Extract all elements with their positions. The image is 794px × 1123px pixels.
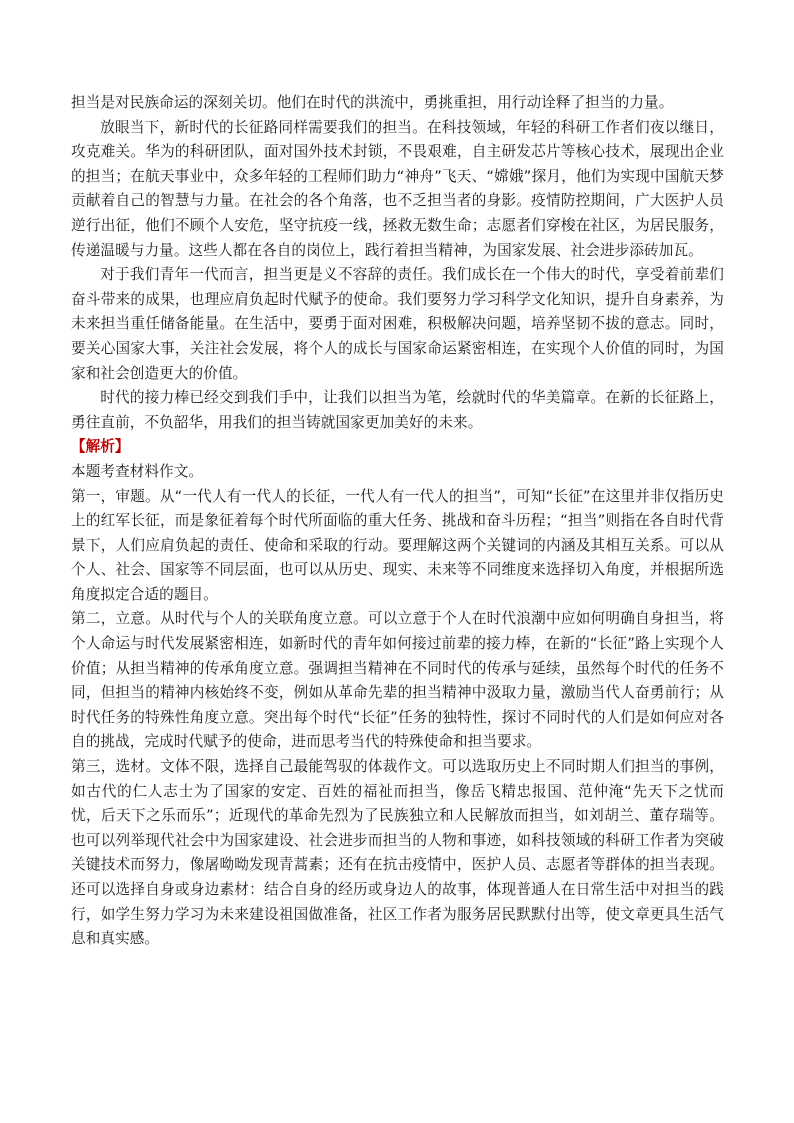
analysis-intro: 本题考查材料作文。 <box>71 462 204 480</box>
analysis-paragraph-2: 第二，立意。从时代与个人的关联角度立意。可以立意于个人在时代浪潮中应如何明确自身担当，将个人命运与时代发展紧密相连，如新时代的青年如何接过前辈的接力棒，在新的“长征”路上实现个人价值；从担当精神的传承角度立意。强调担当精神在不同时代的传承与延续，虽然每个时代的任务不同，但担当的精神内核始终不变，例如从革命先辈的担当精神中汲取力量，激励当代人奋勇前行；从时代任务的特殊性角度立意。突出每个时代“长征”任务的独特性，探讨不同时代的人们是如何应对各自的挑战，完成时代赋予的使命，进而思考当代的特殊使命和担当要求。 <box>71 610 724 751</box>
analysis-heading: 【解析】 <box>71 438 130 456</box>
essay-paragraph-3: 对于我们青年一代而言，担当更是义不容辞的责任。我们成长在一个伟大的时代，享受着前辈们奋斗带来的成果，也理应肩负起时代赋予的使命。我们要努力学习科学文化知识，提升自身素养，为未来担当重任储备能量。在生活中，要勇于面对困难，积极解决问题，培养坚韧不拔的意志。同时，要关心国家大事，关注社会发展，将个人的成长与国家命运紧密相连，在实现个人价值的同时，为国家和社会创造更大的价值。 <box>71 266 724 382</box>
analysis-paragraph-1: 第一，审题。从“一代人有一代人的长征，一代人有一代人的担当”，可知“长征”在这里并非仅指历史上的红军长征，而是象征着每个时代所面临的重大任务、挑战和奋斗历程；“担当”则指在各自时代背景下，人们应肩负起的责任、使命和采取的行动。要理解这两个关键词的内涵及其相互关系。可以从个人、社会、国家等不同层面，也可以从历史、现实、未来等不同维度来选择切入角度，并根据所选角度拟定合适的题目。 <box>71 487 724 603</box>
essay-paragraph-2: 放眼当下，新时代的长征路同样需要我们的担当。在科技领域，年轻的科研工作者们夜以继日，攻克难关。华为的科研团队，面对国外技术封锁，不畏艰难，自主研发芯片等核心技术，展现出企业的担当；在航天事业中，众多年轻的工程师们助力“神舟”飞天、“嫦娥”探月，他们为实现中国航天梦贡献着自己的智慧与力量。在社会的各个角落，也不乏担当者的身影。疫情防控期间，广大医护人员逆行出征，他们不顾个人安危，坚守抗疫一线，拯救无数生命；志愿者们穿梭在社区，为居民服务，传递温暖与力量。这些人都在各自的岗位上，践行着担当精神，为国家发展、社会进步添砖加瓦。 <box>71 118 724 259</box>
essay-paragraph-4: 时代的接力棒已经交到我们手中，让我们以担当为笔，绘就时代的华美篇章。在新的长征路上，勇往直前，不负韶华，用我们的担当铸就国家更加美好的未来。 <box>71 389 724 431</box>
analysis-paragraph-3: 第三，选材。文体不限，选择自己最能驾驭的体裁作文。可以选取历史上不同时期人们担当的事例，如古代的仁人志士为了国家的安定、百姓的福祉而担当，像岳飞精忠报国、范仲淹“先天下之忧而忧，后天下之乐而乐”；近现代的革命先烈为了民族独立和人民解放而担当，如刘胡兰、董存瑞等。也可以列举现代社会中为国家建设、社会进步而担当的人物和事迹，如科技领域的科研工作者为突破关键技术而努力，像屠呦呦发现青蒿素；还有在抗击疫情中，医护人员、志愿者等群体的担当表现。还可以选择自身或身边素材：结合自身的经历或身边人的故事，体现普通人在日常生活中对担当的践行，如学生努力学习为未来建设祖国做准备，社区工作者为服务居民默默付出等，使文章更具生活气息和真实感。 <box>71 758 724 948</box>
essay-paragraph-1: 担当是对民族命运的深刻关切。他们在时代的洪流中，勇挑重担，用行动诠释了担当的力量。 <box>71 94 674 111</box>
